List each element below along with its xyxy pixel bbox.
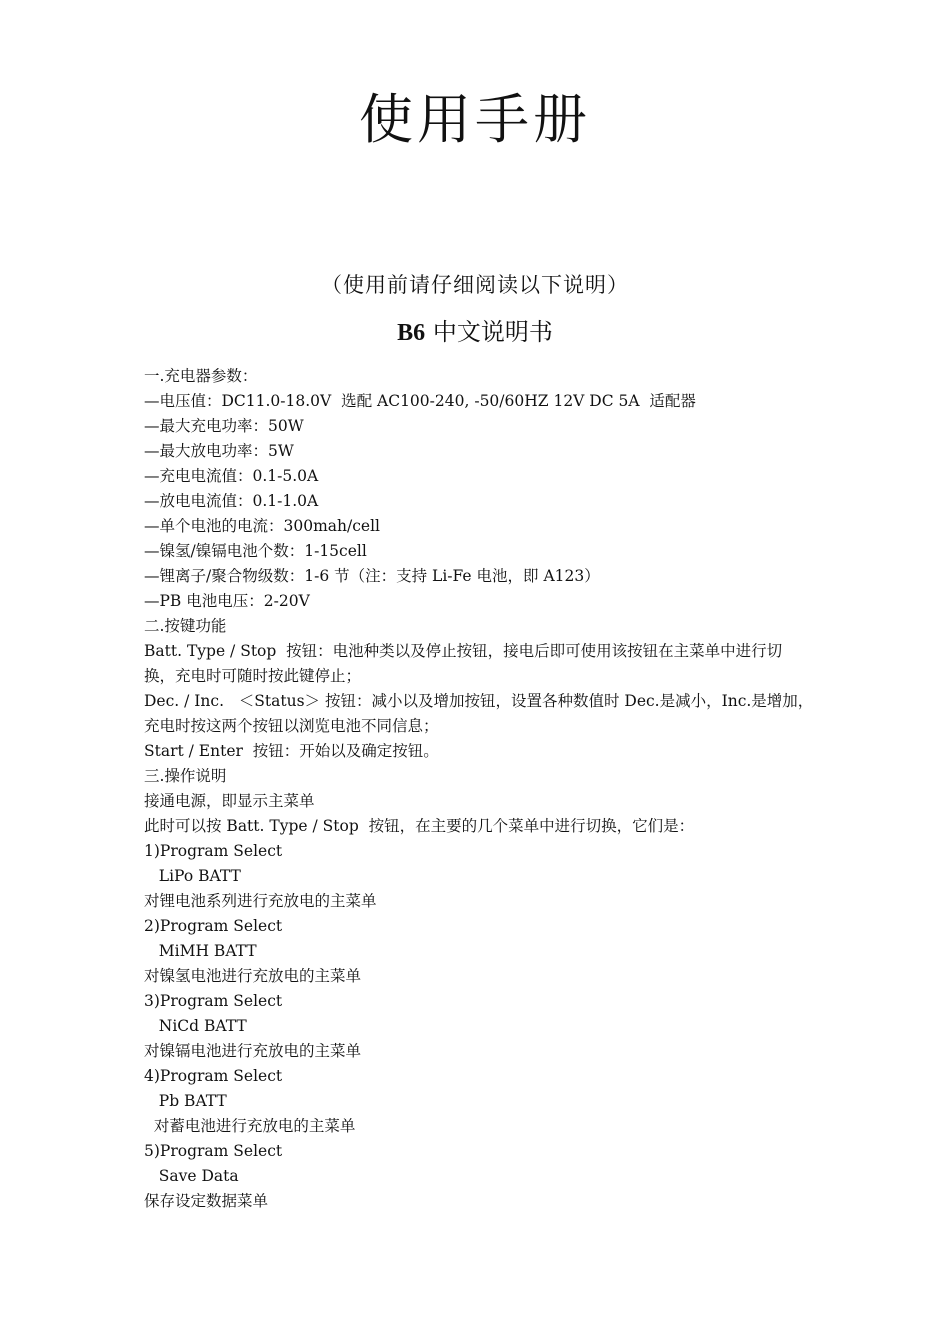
param-discharge-current: —放电电流值：0.1-1.0A (144, 492, 319, 510)
menu-1-desc: 对锂电池系列进行充放电的主菜单 (144, 892, 377, 910)
subtitle: （使用前请仔细阅读以下说明） (321, 273, 629, 297)
param-max-discharge-power: —最大放电功率：5W (144, 442, 294, 460)
menu-5-desc: 保存设定数据菜单 (144, 1192, 269, 1210)
param-max-charge-power: —最大充电功率：50W (144, 417, 304, 435)
doc-title-model: B6 (397, 320, 426, 346)
main-title: 使用手册 (359, 88, 591, 151)
document-body (144, 364, 824, 1214)
button-dec-inc-desc-line1: Dec. / Inc. ＜Status＞ 按钮：减小以及增加按钮，设置各种数值时 Dec.是减小，Inc.是增加， (144, 692, 814, 710)
button-batt-type-desc-line2: 换，充电时可随时按此键停止； (144, 667, 362, 685)
operation-power-on: 接通电源，即显示主菜单 (144, 792, 315, 810)
menu-4-title: 4)Program Select (144, 1067, 283, 1085)
menu-3-title: 3)Program Select (144, 992, 283, 1010)
menu-2-value: MiMH BATT (144, 942, 257, 960)
menu-2-desc: 对镍氢电池进行充放电的主菜单 (144, 967, 362, 985)
menu-5-value: Save Data (144, 1167, 239, 1185)
menu-4-value: Pb BATT (144, 1092, 227, 1110)
section-heading-buttons: 二.按键功能 (144, 617, 227, 635)
param-voltage: —电压值：DC11.0-18.0V 选配 AC100-240, -50/60HZ 12V DC 5A 适配器 (144, 392, 696, 410)
param-cell-current: —单个电池的电流：300mah/cell (144, 517, 380, 535)
menu-1-title: 1)Program Select (144, 842, 283, 860)
menu-3-desc: 对镍镉电池进行充放电的主菜单 (144, 1042, 362, 1060)
param-pb-voltage: —PB 电池电压：2-20V (144, 592, 310, 610)
button-batt-type-desc-line1: Batt. Type / Stop 按钮：电池种类以及停止按钮，接电后即可使用该按钮在主菜单中进行切 (144, 642, 783, 660)
button-start-enter-desc: Start / Enter 按钮：开始以及确定按钮。 (144, 742, 439, 760)
menu-3-value: NiCd BATT (144, 1017, 247, 1035)
menu-5-title: 5)Program Select (144, 1142, 283, 1160)
section-heading-operation: 三.操作说明 (144, 767, 227, 785)
operation-menu-switch: 此时可以按 Batt. Type / Stop 按钮，在主要的几个菜单中进行切换，它们是： (144, 817, 695, 835)
menu-1-value: LiPo BATT (144, 867, 241, 885)
param-charge-current: —充电电流值：0.1-5.0A (144, 467, 319, 485)
button-dec-inc-desc-line2: 充电时按这两个按钮以浏览电池不同信息； (144, 717, 439, 735)
param-lithium-series: —锂离子/聚合物级数：1-6 节（注：支持 Li-Fe 电池，即 A123） (144, 567, 600, 585)
section-heading-params: 一.充电器参数： (144, 367, 258, 385)
doc-title (0, 314, 950, 351)
menu-2-title: 2)Program Select (144, 917, 283, 935)
doc-title-text: 中文说明书 (432, 318, 553, 346)
param-nimh-nicd-cells: —镍氢/镍镉电池个数：1-15cell (144, 542, 367, 560)
menu-4-desc: 对蓄电池进行充放电的主菜单 (144, 1117, 356, 1135)
